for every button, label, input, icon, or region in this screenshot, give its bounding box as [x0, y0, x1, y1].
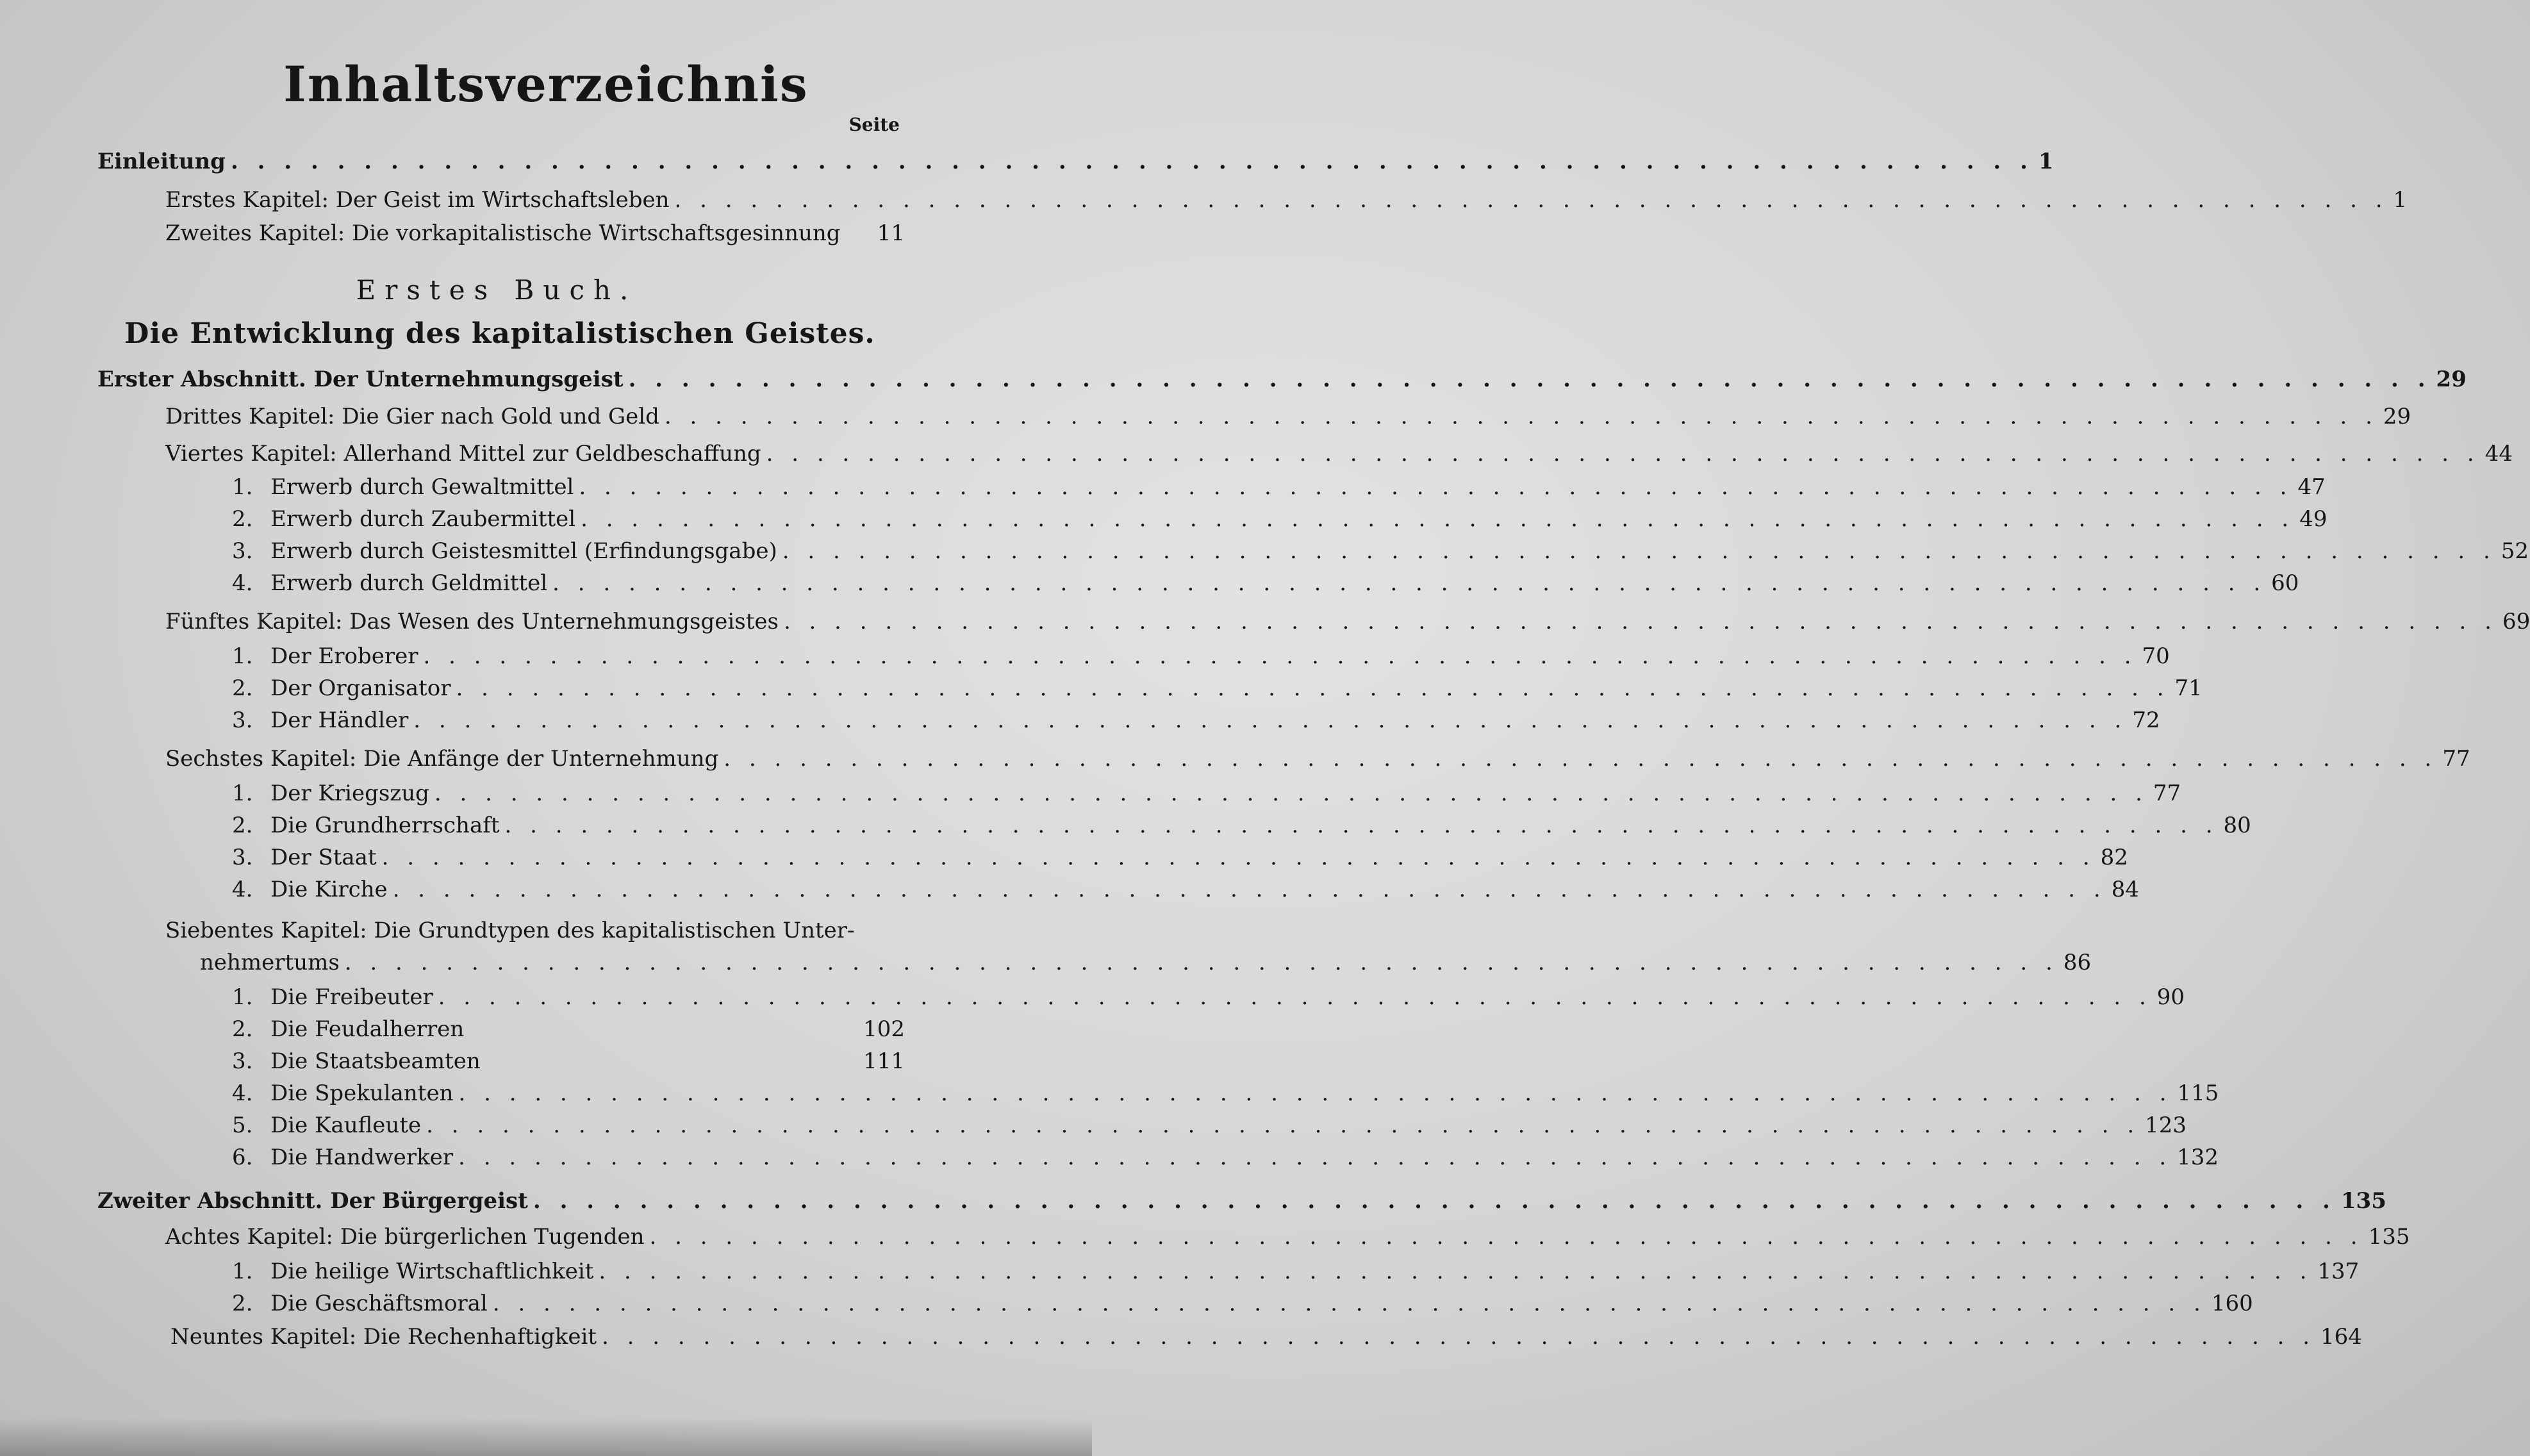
- leader-dots: . . . . . . . . . . . . . . . . . . . . . . . . . . . . . . . . . . . . . . . . . . . . . . . . . . . . . . . . . . . . . . . . . . . .: [552, 570, 2267, 596]
- toc-entry-page: 135: [2368, 1224, 2410, 1250]
- toc-entry-page: 132: [2177, 1145, 2219, 1170]
- toc-entry-page: 29: [2436, 367, 2467, 392]
- leader-dots: . . . . . . . . . . . . . . . . . . . . . . . . . . . . . . . . . . . . . . . . . . . . . . . . . . . . . . . . . . . . . . . . . . . .: [392, 877, 2106, 902]
- leader-dots: . . . . . . . . . . . . . . . . . . . . . . . . . . . . . . . . . . . . . . . . . . . . . . . . . . . . . . . . . . . . . . . . . . . .: [533, 1188, 2336, 1214]
- leader-dots: . . . . . . . . . . . . . . . . . . . . . . . . . . . . . . . . . . . . . . . . . . . . . . . . . . . . . . . . . . . . . . . . . . . .: [413, 707, 2128, 733]
- toc-entry-page: 90: [2156, 984, 2185, 1010]
- toc-entry-label: Erstes Kapitel: Der Geist im Wirtschaftsleben: [165, 187, 670, 213]
- leader-dots: . . . . . . . . . . . . . . . . . . . . . . . . . . . . . . . . . . . . . . . . . . . . . . . . . . . . . . . . . . . . . . . . . . . .: [456, 675, 2170, 701]
- toc-entry-chapter-7-line1: Siebentes Kapitel: Die Grundtypen des kapitalistischen Unter-: [165, 918, 855, 943]
- toc-entry-page: 123: [2145, 1113, 2187, 1138]
- toc-entry-page: 86: [2063, 950, 2092, 975]
- page-title: Inhaltsverzeichnis: [283, 56, 809, 113]
- leader-dots: . . . . . . . . . . . . . . . . . . . . . . . . . . . . . . . . . . . . . . . . . . . . . . . . . . . . . . . . . . . . . . . . . . . .: [628, 367, 2431, 392]
- toc-entry-label: Die Kaufleute: [270, 1113, 422, 1138]
- toc-subentry: [232, 1256, 2360, 1287]
- leader-dots: . . . . . . . . . . . . . . . . . . . . . . . . . . . . . . . . . . . . . . . . . . . . . . . . . . . . . . . . . . . . . . . . . . . .: [766, 441, 2480, 467]
- subentry-number: 2.: [232, 675, 253, 701]
- toc-entry-page: 164: [2320, 1324, 2362, 1350]
- toc-entry-page: 115: [2177, 1080, 2219, 1106]
- toc-entry-page: 82: [2100, 845, 2128, 870]
- leader-dots: . . . . . . . . . . . . . . . . . . . . . . . . . . . . . . . . . . . . . . . . . . . . . . . . . . . . . . . . . . . . . . . . . . . .: [782, 538, 2496, 564]
- toc-entry-label: Der Staat: [270, 845, 377, 870]
- toc-entry-page: 69: [2502, 609, 2530, 634]
- toc-entry-chapter-6: [165, 743, 2470, 774]
- toc-entry-label: Zweites Kapitel: Die vorkapitalistische Wirtschaftsgesinnung: [165, 220, 841, 246]
- toc-entry-label: Die Grundherrschaft: [270, 813, 500, 838]
- toc-entry-label: nehmertums: [200, 950, 340, 975]
- toc-entry-page: 77: [2153, 781, 2181, 806]
- subentry-number: 4.: [232, 877, 253, 902]
- leader-dots: . . . . . . . . . . . . . . . . . . . . . . . . . . . . . . . . . . . . . . . . . . . . . . . . . . . . . . . . . . . . . . . . . . . .: [458, 1145, 2172, 1170]
- leader-dots: . . . . . . . . . . . . . . . . . . . . . . . . . . . . . . . . . . . . . . . . . . . . . . . . . . . . . . . . . . . . . . . . . . . .: [581, 506, 2295, 532]
- toc-entry-label: Die Geschäftsmoral: [270, 1291, 488, 1316]
- leader-dots: . . . . . . . . . . . . . . . . . . . . . . . . . . . . . . . . . . . . . . . . . . . . . . . . . . . . . . . . . . . . . . . . . . . .: [344, 950, 2058, 975]
- toc-entry-page: 49: [2299, 506, 2327, 532]
- toc-entry-page: 111: [863, 1048, 905, 1074]
- subentry-number: 1.: [232, 643, 253, 669]
- toc-entry-page: 77: [2442, 746, 2470, 772]
- toc-entry-page: 60: [2271, 570, 2299, 596]
- toc-entry-label: Die Handwerker: [270, 1145, 454, 1170]
- toc-entry-page: 47: [2297, 474, 2326, 500]
- toc-entry-page: 70: [2142, 643, 2170, 669]
- toc-subentry: [232, 842, 2128, 873]
- toc-entry-label: Zweiter Abschnitt. Der Bürgergeist: [97, 1188, 528, 1214]
- subentry-number: 2.: [232, 506, 253, 532]
- toc-entry-chapter-4: [165, 438, 2513, 469]
- toc-entry-page: 160: [2211, 1291, 2253, 1316]
- toc-subentry: [232, 1078, 2219, 1109]
- toc-entry-label: Erwerb durch Geistesmittel (Erfindungsgabe): [270, 538, 777, 564]
- toc-entry-label: Die Freibeuter: [270, 984, 433, 1010]
- toc-entry-page: 52: [2501, 538, 2529, 564]
- toc-entry-label: Sechstes Kapitel: Die Anfänge der Unternehmung: [165, 746, 719, 772]
- leader-dots: . . . . . . . . . . . . . . . . . . . . . . . . . . . . . . . . . . . . . . . . . . . . . . . . . . . . . . . . . . . . . . . . . . . .: [674, 187, 2388, 213]
- toc-entry-page: 72: [2132, 707, 2160, 733]
- leader-dots: . . . . . . . . . . . . . . . . . . . . . . . . . . . . . . . . . . . . . . . . . . . . . . . . . . . . . . . . . . . . . . . . . . . .: [458, 1080, 2172, 1106]
- toc-entry-chapter-3: [165, 401, 2411, 432]
- leader-dots: . . . . . . . . . . . . . . . . . . . . . . . . . . . . . . . . . . . . . . . . . . . . . . . . . . . . . . . . . . . . . . . . . . . .: [438, 984, 2152, 1010]
- subentry-number: 3.: [232, 538, 253, 564]
- toc-entry-einleitung: [97, 146, 2054, 177]
- toc-subentry: [232, 1288, 2253, 1319]
- subentry-number: 3.: [232, 845, 253, 870]
- toc-entry-label: Drittes Kapitel: Die Gier nach Gold und Geld: [165, 404, 659, 429]
- leader-dots: . . . . . . . . . . . . . . . . . . . . . . . . . . . . . . . . . . . . . . . . . . . . . . . . . . . . . . . . . . . . . . . . . . . .: [649, 1224, 2363, 1250]
- toc-entry-chapter-9: [170, 1321, 2362, 1352]
- subentry-number: 4.: [232, 570, 253, 596]
- toc-entry-label: Die Staatsbeamten: [270, 1048, 481, 1074]
- toc-entry-page: 84: [2111, 877, 2139, 902]
- toc-entry-label: Viertes Kapitel: Allerhand Mittel zur Geldbeschaffung: [165, 441, 761, 467]
- toc-entry-chapter-7: [200, 947, 2092, 978]
- toc-subentry: [232, 641, 2170, 672]
- subentry-number: 2.: [232, 1291, 253, 1316]
- toc-entry-page: 1: [2038, 149, 2054, 174]
- book-title: Die Entwicklung des kapitalistischen Geistes.: [124, 317, 875, 350]
- subentry-number: 1.: [232, 1259, 253, 1284]
- leader-dots: . . . . . . . . . . . . . . . . . . . . . . . . . . . . . . . . . . . . . . . . . . . . . . . . . . . . . . . . . . . . . . . . . . . .: [492, 1291, 2206, 1316]
- toc-subentry: [232, 705, 2160, 736]
- leader-dots: . . . . . . . . . . . . . . . . . . . . . . . . . . . . . . . . . . . . . . . . . . . . . . . . . . . . . . . . . . . . . . . . . . . .: [426, 1113, 2140, 1138]
- toc-entry-label: Erster Abschnitt. Der Unternehmungsgeist: [97, 367, 624, 392]
- toc-subentry: [232, 1014, 905, 1045]
- toc-subentry: [232, 536, 2529, 567]
- subentry-number: 2.: [232, 813, 253, 838]
- toc-entry-chapter-5: [165, 606, 2530, 637]
- toc-entry-label: Der Organisator: [270, 675, 451, 701]
- toc-entry-page: 71: [2174, 675, 2203, 701]
- leader-dots: . . . . . . . . . . . . . . . . . . . . . . . . . . . . . . . . . . . . . . . . . . . . . . . . . . . . . . . . . . . . . . . . . . . .: [602, 1324, 2316, 1350]
- toc-entry-page: 102: [863, 1016, 905, 1042]
- subentry-number: 1.: [232, 781, 253, 806]
- toc-subentry: [232, 568, 2299, 599]
- toc-subentry: [232, 1110, 2187, 1141]
- leader-dots: . . . . . . . . . . . . . . . . . . . . . . . . . . . . . . . . . . . . . . . . . . . . . . . . . . . . . . . . . . . . . . . . . . . .: [434, 781, 2148, 806]
- toc-entry-page: 135: [2340, 1188, 2386, 1214]
- toc-entry-label: Die Kirche: [270, 877, 388, 902]
- leader-dots: . . . . . . . . . . . . . . . . . . . . . . . . . . . . . . . . . . . . . . . . . . . . . . . . . . . . . . . . . . . . . . . . . . . .: [230, 149, 2033, 174]
- toc-entry-chapter-8: [165, 1221, 2410, 1252]
- toc-entry-label: Achtes Kapitel: Die bürgerlichen Tugenden: [165, 1224, 645, 1250]
- leader-dots: . . . . . . . . . . . . . . . . . . . . . . . . . . . . . . . . . . . . . . . . . . . . . . . . . . . . . . . . . . . . . . . . . . . .: [723, 746, 2438, 772]
- leader-dots: . . . . . . . . . . . . . . . . . . . . . . . . . . . . . . . . . . . . . . . . . . . . . . . . . . . . . . . . . . . . . . . . . . . .: [423, 643, 2137, 669]
- toc-subentry: [232, 982, 2185, 1013]
- toc-subentry: [232, 1142, 2219, 1173]
- subentry-number: 3.: [232, 1048, 253, 1074]
- toc-subentry: [232, 874, 2139, 905]
- subentry-number: 6.: [232, 1145, 253, 1170]
- subentry-number: 5.: [232, 1113, 253, 1138]
- page-column-header: Seite: [848, 114, 900, 135]
- leader-dots: . . . . . . . . . . . . . . . . . . . . . . . . . . . . . . . . . . . . . . . . . . . . . . . . . . . . . . . . . . . . . . . . . . . .: [579, 474, 2293, 500]
- toc-subentry: [232, 778, 2181, 809]
- toc-entry-chapter-1: [165, 185, 2408, 215]
- toc-subentry: [232, 1046, 905, 1077]
- toc-entry-label: Erwerb durch Geldmittel: [270, 570, 548, 596]
- toc-entry-chapter-2: [165, 218, 905, 249]
- leader-dots: . . . . . . . . . . . . . . . . . . . . . . . . . . . . . . . . . . . . . . . . . . . . . . . . . . . . . . . . . . . . . . . . . . . .: [664, 404, 2378, 429]
- toc-entry-label: Erwerb durch Gewaltmittel: [270, 474, 574, 500]
- toc-entry-page: 44: [2485, 441, 2513, 467]
- book-heading: Erstes Buch.: [356, 274, 638, 306]
- subentry-number: 1.: [232, 474, 253, 500]
- toc-entry-page: 80: [2223, 813, 2251, 838]
- subentry-number: 4.: [232, 1080, 253, 1106]
- toc-entry-label: Der Händler: [270, 707, 409, 733]
- toc-entry-label: Die Spekulanten: [270, 1080, 454, 1106]
- toc-entry-section-1: [97, 364, 2467, 395]
- toc-subentry: [232, 504, 2327, 534]
- toc-entry-section-2: [97, 1186, 2386, 1216]
- leader-dots: . . . . . . . . . . . . . . . . . . . . . . . . . . . . . . . . . . . . . . . . . . . . . . . . . . . . . . . . . . . . . . . . . . . .: [504, 813, 2219, 838]
- toc-entry-label: Die heilige Wirtschaftlichkeit: [270, 1259, 594, 1284]
- toc-entry-page: 1: [2393, 187, 2408, 213]
- toc-subentry: [232, 472, 2326, 502]
- leader-dots: . . . . . . . . . . . . . . . . . . . . . . . . . . . . . . . . . . . . . . . . . . . . . . . . . . . . . . . . . . . . . . . . . . . .: [381, 845, 2096, 870]
- subentry-number: 2.: [232, 1016, 253, 1042]
- toc-entry-page: 29: [2383, 404, 2411, 429]
- toc-entry-label: Der Kriegszug: [270, 781, 429, 806]
- toc-entry-label: Die Feudalherren: [270, 1016, 465, 1042]
- toc-subentry: [232, 810, 2251, 841]
- toc-entry-label: Der Eroberer: [270, 643, 418, 669]
- toc-entry-label: Fünftes Kapitel: Das Wesen des Unternehmungsgeistes: [165, 609, 779, 634]
- subentry-number: 3.: [232, 707, 253, 733]
- toc-entry-label: Erwerb durch Zaubermittel: [270, 506, 576, 532]
- toc-subentry: [232, 673, 2203, 704]
- toc-entry-page: 137: [2317, 1259, 2360, 1284]
- leader-dots: . . . . . . . . . . . . . . . . . . . . . . . . . . . . . . . . . . . . . . . . . . . . . . . . . . . . . . . . . . . . . . . . . . . .: [599, 1259, 2313, 1284]
- toc-entry-page: 11: [877, 220, 905, 246]
- subentry-number: 1.: [232, 984, 253, 1010]
- leader-dots: . . . . . . . . . . . . . . . . . . . . . . . . . . . . . . . . . . . . . . . . . . . . . . . . . . . . . . . . . . . . . . . . . . . .: [783, 609, 2497, 634]
- toc-entry-label: Einleitung: [97, 149, 226, 174]
- page-bottom-shadow: [0, 1418, 1092, 1456]
- toc-entry-label: Neuntes Kapitel: Die Rechenhaftigkeit: [170, 1324, 597, 1350]
